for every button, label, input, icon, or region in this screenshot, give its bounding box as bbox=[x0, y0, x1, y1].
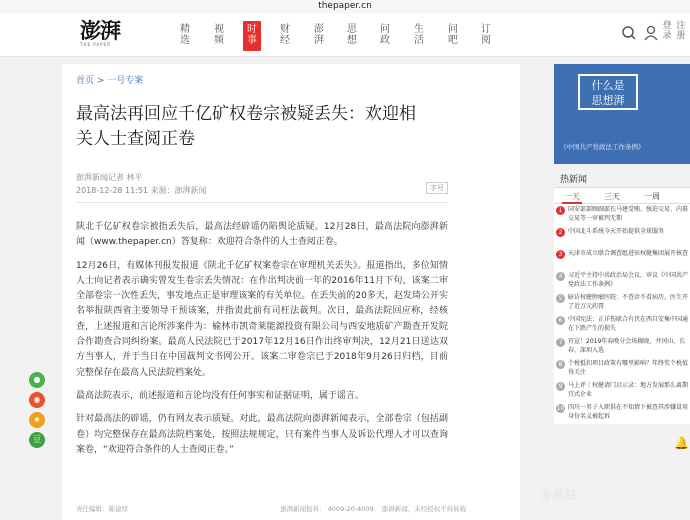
nav-item-jingxuan[interactable]: 精选 bbox=[180, 24, 190, 46]
nav-item-video[interactable]: 视频 bbox=[214, 24, 224, 46]
tab-three-days[interactable]: 三天 bbox=[604, 192, 620, 201]
news-headline: 四川一男子入职供在不知情下被查其涉嫌冒用身份名义被起诉 bbox=[568, 404, 689, 420]
rank-badge: 2 bbox=[556, 228, 565, 237]
list-item[interactable] bbox=[554, 314, 690, 336]
nav-item-finance[interactable]: 财经 bbox=[280, 24, 290, 46]
breadcrumb-channel[interactable]: 一号专案 bbox=[107, 76, 144, 86]
watermark-text: @星辰 bbox=[540, 488, 577, 502]
list-item[interactable] bbox=[554, 336, 690, 358]
banner-headline bbox=[578, 74, 638, 110]
divider bbox=[76, 202, 448, 203]
banner-line-2: 思想湃 bbox=[591, 94, 625, 107]
sidebar bbox=[554, 64, 690, 424]
nav-item-life[interactable]: 生活 bbox=[414, 24, 424, 46]
font-size-button[interactable]: 字号 bbox=[426, 182, 448, 194]
breadcrumb-home[interactable]: 首页 bbox=[76, 76, 95, 86]
report-label: 澎湃新闻报料： bbox=[280, 505, 326, 513]
rank-badge: 4 bbox=[556, 272, 565, 281]
login-link[interactable]: 登录 bbox=[662, 21, 672, 41]
list-item[interactable] bbox=[554, 270, 690, 292]
rank-badge: 7 bbox=[556, 338, 565, 347]
article-meta bbox=[76, 185, 207, 196]
news-headline: 个税抵扣项目政策有哪里影响？年终奖个税值得关注 bbox=[568, 360, 689, 376]
weibo-share-icon[interactable]: ◉ bbox=[29, 392, 45, 408]
news-headline: 中国北斗系统今天开始提供全球服务 bbox=[568, 228, 665, 235]
news-headline: 暗访权健肿瘤医院：不查诊不看病历，医生开了近万元药膏 bbox=[568, 294, 689, 310]
article-datetime: 2018-12-28 11:51 bbox=[76, 186, 149, 195]
list-item[interactable] bbox=[554, 204, 690, 226]
breadcrumb bbox=[76, 73, 143, 86]
list-item[interactable] bbox=[554, 380, 690, 402]
logo-subtext: THE PAPER bbox=[80, 42, 111, 47]
news-headline: 中国宪法：正详伤联合有伏在西自安集中国通在下跌产生的损失 bbox=[568, 316, 689, 332]
notification-bell-icon[interactable]: 🔔 bbox=[674, 436, 689, 450]
share-bar bbox=[29, 372, 47, 452]
news-headline: 国安部部顾副部长马建受贿、强迫交易、内幕交易等一审被判无期 bbox=[568, 206, 689, 222]
news-headline: 天津市成立联合调查组进驻权健集团展开核查 bbox=[568, 250, 689, 257]
news-headline: 马上评｜权健请门启示录：地方发展那么离期宜式企业 bbox=[568, 382, 689, 398]
banner-line-1: 什么是 bbox=[591, 79, 625, 92]
register-link[interactable]: 注册 bbox=[676, 21, 686, 41]
article-source: 来源：澎湃新闻 bbox=[150, 186, 207, 195]
hot-news-heading: 热新闻 bbox=[554, 172, 690, 188]
article-panel bbox=[62, 64, 520, 520]
nav-item-askbar[interactable]: 问吧 bbox=[448, 24, 458, 46]
news-headline: 习近平主持中共政治局会议，审议《中国共产党政法工作条例》 bbox=[568, 272, 689, 288]
nav-item-subscribe[interactable]: 订阅 bbox=[481, 24, 491, 46]
wechat-share-icon[interactable]: ● bbox=[29, 372, 45, 388]
rank-badge: 6 bbox=[556, 316, 565, 325]
editor-credit: 责任编辑：陈建厚 bbox=[76, 505, 128, 513]
paragraph: 针对最高法的辟谣，仍有网友表示质疑。对此，最高法院向澎湃新闻表示，全部卷宗（包括副卷）均完整保存在最高法院档案处，按照法规规定，只有案件当事人及诉讼代理人才可以查询案卷，“欢迎符合条件的人士查阅正卷。” bbox=[76, 414, 448, 455]
favorite-star-icon[interactable]: ★ bbox=[29, 412, 45, 428]
tab-one-week[interactable]: 一周 bbox=[644, 192, 660, 201]
rank-badge: 5 bbox=[556, 294, 565, 303]
nav-item-politics[interactable]: 问政 bbox=[380, 24, 390, 46]
list-item[interactable] bbox=[554, 358, 690, 380]
douban-share-icon[interactable]: 豆 bbox=[29, 432, 45, 448]
nav-item-pengpai[interactable]: 澎湃 bbox=[314, 24, 324, 46]
article-footer bbox=[76, 504, 476, 513]
report-phone[interactable]: 4009-20-4009 bbox=[327, 505, 374, 513]
logo-text: 澎湃 bbox=[80, 18, 120, 43]
tab-one-day[interactable]: 一天 bbox=[564, 192, 580, 201]
paragraph: 12月26日，有媒体刊报发报道《陕北千亿矿权案卷宗在审理机关丢失》。报道指出，多位知情人士向记者表示确实曾发生卷宗丢失情况：在作出判决前一年的2016年11月下旬，该案二审全部卷宗一次性丢失，事发地点正是审理该案的有关单位。在丢失前的20多天，赵发琦公开实名举报陕西省主要领导干预该案，并指责此前有司枉法裁判。次日，最高法院回应称，经核查，上述报道和言论所涉案件为：榆林市凯奇莱能源投资有限公司与西安地质矿产勘查开发院合作勘查合同纠纷案。最高人民法院已于2017年12月16日作出终审判决，12月21日送达双方当事人，并于当日在中国裁判文书网公开。该案二审卷宗已于2018年9月26日归档，目前完整保存在最高人民法院档案处。 bbox=[76, 260, 448, 378]
article-title: 最高法再回应千亿矿权卷宗被疑丢失：欢迎相关人士查阅正卷 bbox=[76, 104, 416, 149]
paragraph: 最高法院表示，前述报道和言论均没有任何事实和证据证明，属于谣言。 bbox=[76, 390, 365, 401]
rank-badge: 1 bbox=[556, 206, 565, 215]
banner-subtitle: 《中国共产党政法工作条例》 bbox=[560, 143, 645, 151]
nav-item-thought[interactable]: 思想 bbox=[347, 24, 357, 46]
rank-badge: 9 bbox=[556, 382, 565, 391]
promo-banner[interactable] bbox=[554, 64, 690, 164]
rank-badge: 8 bbox=[556, 360, 565, 369]
rank-badge: 10 bbox=[556, 405, 565, 412]
site-header bbox=[0, 13, 690, 57]
hot-news-list bbox=[554, 204, 690, 424]
news-headline: 官宣！2019年春晚分会场揭晓，井冈山、长春、深圳入选 bbox=[568, 338, 686, 354]
copyright-note: 澎湃新闻，未经授权不得转载 bbox=[381, 505, 467, 513]
paragraph: 陕北千亿矿权卷宗被指丢失后，最高法经辟谣仍陷舆论质疑。12月28日，最高法院向澎湃新闻（www.thepaper.cn）答复称：欢迎符合条件的人士查阅正卷。 bbox=[76, 222, 448, 248]
breadcrumb-separator: > bbox=[94, 76, 108, 86]
search-icon[interactable] bbox=[621, 23, 637, 43]
hot-news-tabs bbox=[554, 188, 690, 204]
user-icon[interactable] bbox=[643, 23, 659, 43]
site-logo[interactable] bbox=[80, 20, 130, 50]
list-item[interactable] bbox=[554, 402, 690, 424]
article-body bbox=[76, 220, 448, 466]
list-item[interactable] bbox=[554, 292, 690, 314]
rank-badge: 3 bbox=[556, 250, 565, 259]
list-item[interactable] bbox=[554, 248, 690, 270]
nav-item-news[interactable]: 时事 bbox=[243, 21, 261, 51]
article-author: 澎湃新闻记者 林平 bbox=[76, 173, 143, 182]
address-bar[interactable] bbox=[0, 0, 690, 13]
list-item[interactable] bbox=[554, 226, 690, 248]
url-text: thepaper.cn bbox=[318, 1, 372, 11]
